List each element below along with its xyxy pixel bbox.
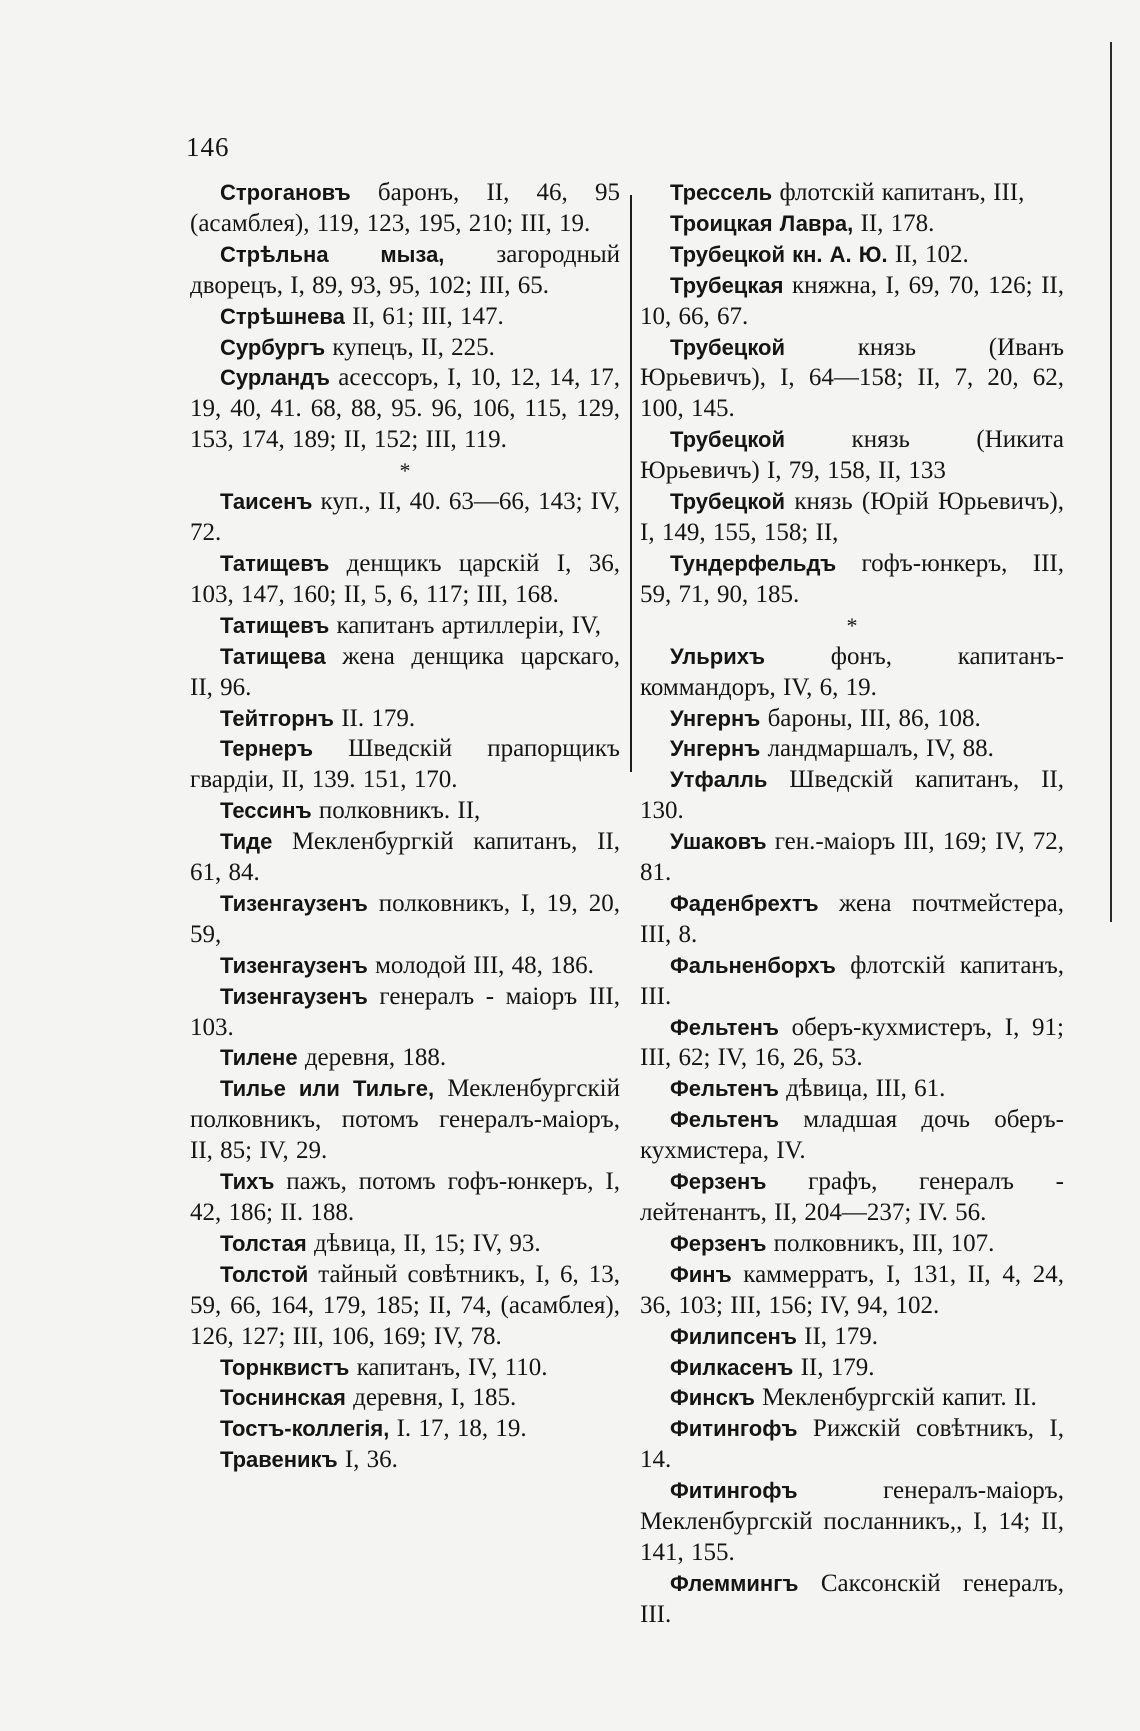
index-entry bbox=[190, 1074, 620, 1167]
entry-headword: Филипсенъ bbox=[670, 1323, 797, 1349]
entry-headword: Флеммингъ bbox=[670, 1570, 799, 1596]
entry-headword: Толстая bbox=[220, 1230, 307, 1256]
index-entry bbox=[190, 487, 620, 549]
entry-headword: Фельтенъ bbox=[670, 1076, 779, 1102]
entry-headword: Фитингофъ bbox=[670, 1478, 798, 1504]
entry-headword: Трессель bbox=[670, 180, 773, 205]
index-entry bbox=[640, 1414, 1064, 1476]
index-entry bbox=[190, 889, 620, 951]
section-separator: * bbox=[846, 612, 858, 638]
entry-headword: Трубецкая bbox=[670, 272, 784, 298]
entry-headword: Филкасенъ bbox=[670, 1354, 794, 1380]
index-entry bbox=[190, 982, 620, 1044]
entry-headword: Татищева bbox=[220, 643, 326, 669]
entry-references: деревня, I, 185. bbox=[345, 1384, 517, 1412]
index-entry bbox=[640, 178, 1064, 209]
entry-headword: Финъ bbox=[670, 1261, 732, 1287]
index-entry bbox=[640, 734, 1064, 765]
entry-headword: Толстой bbox=[220, 1261, 309, 1287]
entry-references: флотскій капитанъ, III, bbox=[772, 179, 1025, 206]
entry-headword: Трубецкой bbox=[670, 489, 786, 515]
entry-references: князь (Иванъ Юрьевичъ), I, 64—158; II, 7, 20, 62, 100, 145. bbox=[640, 333, 1064, 423]
entry-references: Шведскій капитанъ, II, 130. bbox=[640, 766, 1064, 825]
index-entry bbox=[190, 178, 620, 240]
entry-headword: Татищевъ bbox=[220, 612, 330, 638]
index-entry bbox=[190, 333, 620, 364]
index-entry bbox=[640, 1105, 1064, 1167]
index-entry bbox=[190, 827, 620, 889]
entry-references: жена денщика царскаго, II, 96. bbox=[190, 642, 620, 701]
entry-references: генералъ-маіоръ, Мекленбургскій посланникъ,, I, 14; II, 141, 155. bbox=[640, 1477, 1064, 1566]
entry-headword: Унгернъ bbox=[670, 705, 761, 731]
index-entry bbox=[640, 487, 1064, 549]
entry-references: Саксонскій генералъ, III. bbox=[640, 1569, 1064, 1628]
index-column-left bbox=[190, 178, 620, 1476]
entry-references: графъ, генералъ - лейтенантъ, II, 204—237; IV. 56. bbox=[640, 1168, 1064, 1226]
entry-headword: Фаденбрехтъ bbox=[670, 890, 819, 916]
entry-headword: Утфалль bbox=[670, 767, 768, 793]
entry-references: фонъ, капитанъ-коммандоръ, IV, 6, 19. bbox=[640, 642, 1064, 701]
entry-references: каммерратъ, I, 131, II, 4, 24, 36, 103; III, 156; IV, 94, 102. bbox=[640, 1260, 1064, 1319]
entry-references: бароны, III, 86, 108. bbox=[760, 704, 981, 732]
entry-headword: Фельтенъ bbox=[670, 1014, 779, 1040]
entry-headword: Тостъ-коллегія, bbox=[220, 1416, 390, 1442]
entry-headword: Тундерфельдъ bbox=[670, 550, 837, 576]
entry-headword: Фальненборхъ bbox=[670, 952, 836, 978]
index-entry bbox=[640, 1569, 1064, 1631]
index-entry bbox=[640, 827, 1064, 889]
index-entry bbox=[190, 302, 620, 333]
section-separator: * bbox=[399, 458, 411, 484]
entry-headword: Фельтенъ bbox=[670, 1107, 779, 1133]
entry-headword: Тессинъ bbox=[220, 798, 312, 824]
entry-references: II, 178. bbox=[853, 209, 935, 237]
index-entry bbox=[640, 1013, 1064, 1075]
index-entry bbox=[640, 1353, 1064, 1384]
entry-references: I, 36. bbox=[337, 1446, 398, 1474]
column-divider bbox=[630, 195, 632, 772]
entry-references: князь (Юрій Юрьевичъ), I, 149, 155, 158; II, bbox=[640, 488, 1064, 546]
index-entry bbox=[190, 734, 620, 796]
entry-headword: Тизенгаузенъ bbox=[220, 890, 368, 916]
entry-references: флотскій капитанъ, III. bbox=[640, 951, 1064, 1010]
entry-references: княжна, I, 69, 70, 126; II, 10, 66, 67. bbox=[640, 271, 1064, 330]
index-entry bbox=[640, 271, 1064, 333]
entry-headword: Тернеръ bbox=[220, 736, 314, 762]
entry-references: тайный совѣтникъ, I, 6, 13, 59, 66, 164, 179, 185; II, 74, (асамблея), 126, 127; III, 106, 169; IV, 78. bbox=[190, 1260, 620, 1350]
entry-references: I. 17, 18, 19. bbox=[389, 1415, 527, 1443]
index-entry bbox=[190, 611, 620, 642]
index-entry bbox=[640, 209, 1064, 240]
entry-references: ландмаршалъ, IV, 88. bbox=[760, 735, 994, 763]
entry-references: капитанъ артиллеріи, IV, bbox=[329, 611, 602, 639]
index-entry bbox=[640, 889, 1064, 951]
entry-references: пажъ, потомъ гофъ-юнкеръ, I, 42, 186; II. 188. bbox=[190, 1168, 620, 1226]
entry-references: II, 179. bbox=[796, 1322, 879, 1350]
index-column-right bbox=[640, 178, 1064, 1631]
entry-references: Мекленбургскій полковникъ, потомъ генералъ-маіоръ, II, 85; IV, 29. bbox=[190, 1075, 620, 1165]
page-edge-rule bbox=[1110, 42, 1112, 922]
entry-headword: Тилене bbox=[220, 1045, 298, 1071]
entry-references: жена почтмейстера, III, 8. bbox=[640, 889, 1064, 948]
index-entry bbox=[640, 1476, 1064, 1569]
index-entry bbox=[190, 642, 620, 704]
index-entry bbox=[640, 1322, 1064, 1353]
index-entry bbox=[190, 704, 620, 735]
entry-headword: Стрѣшнева bbox=[220, 303, 345, 329]
index-entry bbox=[640, 765, 1064, 827]
entry-headword: Сурбургъ bbox=[220, 334, 326, 360]
index-entry bbox=[190, 1229, 620, 1260]
index-entry bbox=[640, 1260, 1064, 1322]
entry-headword: Троицкая Лавра, bbox=[670, 210, 854, 236]
index-entry bbox=[640, 240, 1064, 271]
index-entry bbox=[640, 1074, 1064, 1105]
entry-headword: Тоснинская bbox=[220, 1385, 346, 1411]
index-entry bbox=[190, 1414, 620, 1445]
entry-headword: Тизенгаузенъ bbox=[220, 952, 368, 978]
entry-references: Мекленбургкій капитанъ, II, 61, 84. bbox=[190, 828, 620, 887]
entry-headword: Трубецкой кн. А. Ю. bbox=[670, 241, 888, 267]
entry-headword: Ульрихъ bbox=[670, 643, 766, 669]
entry-references: гофъ-юнкеръ, III, 59, 71, 90, 185. bbox=[640, 549, 1064, 608]
entry-headword: Тизенгаузенъ bbox=[220, 983, 368, 1009]
index-entry bbox=[190, 796, 620, 827]
entry-references: генералъ - маіоръ III, 103. bbox=[190, 982, 620, 1041]
entry-headword: Тилье или Тильге, bbox=[220, 1076, 435, 1102]
entry-headword: Трубецкой bbox=[670, 334, 786, 360]
entry-references: загородный дворецъ, I, 89, 93, 95, 102; III, 65. bbox=[190, 240, 620, 299]
entry-headword: Тиде bbox=[220, 829, 273, 855]
index-entry bbox=[190, 549, 620, 611]
index-entry bbox=[190, 240, 620, 302]
entry-references: Мекленбургскій капит. II. bbox=[754, 1384, 1037, 1412]
entry-references: капитанъ, IV, 110. bbox=[349, 1353, 548, 1381]
entry-references: денщикъ царскій I, 36, 103, 147, 160; II, 5, 6, 117; III, 168. bbox=[190, 549, 620, 608]
entry-references: ген.-маіоръ III, 169; IV, 72, 81. bbox=[640, 828, 1064, 887]
index-entry bbox=[640, 642, 1064, 704]
index-entry bbox=[640, 425, 1064, 487]
entry-references: полковникъ, III, 107. bbox=[766, 1229, 995, 1257]
entry-references: полковникъ, I, 19, 20, 59, bbox=[190, 889, 620, 948]
index-entry bbox=[190, 1353, 620, 1384]
entry-references: Шведскій прапорщикъ гвардіи, II, 139. 151, 170. bbox=[190, 735, 620, 794]
entry-headword: Унгернъ bbox=[670, 736, 761, 762]
entry-headword: Сурландъ bbox=[220, 365, 330, 391]
entry-references: II, 102. bbox=[887, 240, 969, 268]
entry-headword: Травеникъ bbox=[220, 1447, 338, 1473]
entry-headword: Таисенъ bbox=[220, 489, 313, 515]
entry-headword: Тихъ bbox=[220, 1169, 275, 1195]
entry-references: дѣвица, III, 61. bbox=[778, 1075, 946, 1103]
index-entry bbox=[190, 1167, 620, 1229]
entry-headword: Строгановъ bbox=[220, 180, 351, 205]
entry-references: дѣвица, II, 15; IV, 93. bbox=[306, 1229, 541, 1257]
index-entry bbox=[640, 549, 1064, 611]
entry-references: Рижскій совѣтникъ, I, 14. bbox=[640, 1415, 1064, 1474]
page-number: 146 bbox=[186, 132, 230, 162]
index-entry bbox=[640, 1383, 1064, 1414]
entry-headword: Трубецкой bbox=[670, 427, 786, 453]
index-entry bbox=[190, 363, 620, 456]
index-entry bbox=[190, 1445, 620, 1476]
entry-headword: Стрѣльна мыза, bbox=[220, 241, 445, 267]
index-entry bbox=[190, 1383, 620, 1414]
entry-headword: Татищевъ bbox=[220, 550, 330, 576]
index-entry bbox=[640, 333, 1064, 426]
entry-references: II, 61; III, 147. bbox=[344, 302, 504, 330]
entry-references: купецъ, II, 225. bbox=[325, 333, 495, 361]
entry-headword: Ушаковъ bbox=[670, 829, 767, 855]
index-entry bbox=[640, 1229, 1064, 1260]
entry-references: полковникъ. II, bbox=[311, 797, 481, 825]
entry-references: князь (Никита Юрьевичъ) I, 79, 158, II, 133 bbox=[640, 426, 1064, 485]
entry-references: оберъ-кухмистеръ, I, 91; III, 62; IV, 16, 26, 53. bbox=[640, 1013, 1064, 1072]
entry-references: молодой III, 48, 186. bbox=[367, 951, 594, 979]
entry-references: II, 179. bbox=[793, 1353, 875, 1381]
entry-headword: Финскъ bbox=[670, 1385, 755, 1411]
entry-references: II. 179. bbox=[333, 704, 416, 732]
entry-references: асессоръ, I, 10, 12, 14, 17, 19, 40, 41. 68, 88, 95. 96, 106, 115, 129, 153, 174, 189; II, 152; III, 119. bbox=[190, 364, 620, 454]
entry-references: деревня, 188. bbox=[297, 1044, 447, 1072]
index-entry bbox=[190, 1043, 620, 1074]
entry-headword: Торнквистъ bbox=[220, 1354, 350, 1380]
index-entry bbox=[640, 1167, 1064, 1229]
entry-references: баронъ, II, 46, 95 (асамблея), 119, 123, 195, 210; III, 19. bbox=[190, 179, 620, 237]
index-entry bbox=[640, 951, 1064, 1013]
index-entry bbox=[190, 951, 620, 982]
entry-references: куп., II, 40. 63—66, 143; IV, 72. bbox=[190, 488, 620, 547]
entry-headword: Ферзенъ bbox=[670, 1230, 767, 1256]
index-entry bbox=[190, 1260, 620, 1353]
entry-headword: Фитингофъ bbox=[670, 1416, 798, 1442]
entry-headword: Тейтгорнъ bbox=[220, 705, 334, 731]
entry-headword: Ферзенъ bbox=[670, 1169, 767, 1195]
entry-references: младшая дочь оберъ-кухмистера, IV. bbox=[640, 1106, 1064, 1165]
index-entry bbox=[640, 704, 1064, 735]
